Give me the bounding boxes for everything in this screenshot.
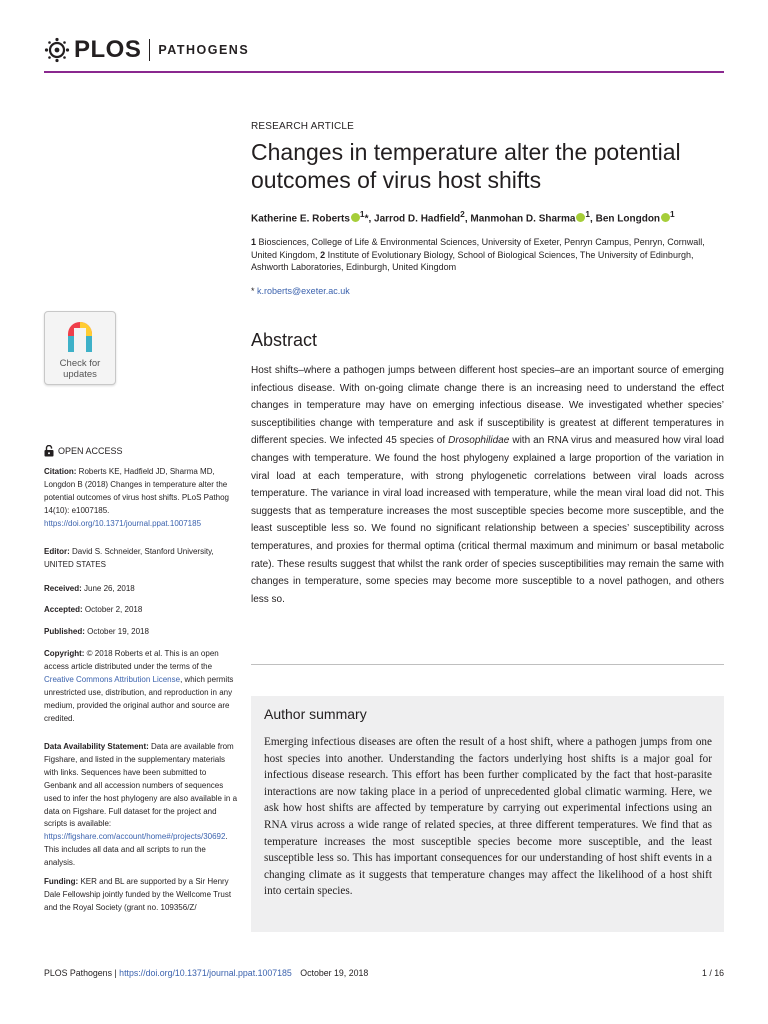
footer-date: October 19, 2018 — [300, 968, 369, 978]
citation-label: Citation: — [44, 467, 77, 476]
open-access-text: OPEN ACCESS — [58, 446, 123, 456]
orcid-icon[interactable] — [661, 213, 670, 222]
editor-label: Editor: — [44, 547, 70, 556]
author-summary-heading: Author summary — [264, 706, 367, 722]
citation-doi-link[interactable]: https://doi.org/10.1371/journal.ppat.1007185 — [44, 518, 202, 528]
check-for-updates-badge[interactable] — [44, 311, 116, 385]
copyright-text: , which permits unrestricted use, distribution, and reproduction in any medium, provided the original author and source are credited. — [44, 674, 234, 723]
corresponding-email — [251, 286, 724, 296]
author-summary-text: Emerging infectious diseases are often the result of a host shift, where a pathogen jumps from one host species into another. Understanding the factors underlying host shifts is a major goal for infectious disease research. This effort has been further complicated by the fact that host-parasite interactions are now taking place in a period of unprecedented global climatic warming. Here, we ask how host shifts are affected by temperature by carrying out experimental infections using an RNA virus across a wide range of related species, at three different temperatures. We find that as temperature increases the most susceptible species become more susceptible, and the least susceptible less so. This has important consequences for our understanding of host shift events in a changing climate as it suggests that temperature changes may affect the likelihood of a host shift into certain species. — [264, 736, 712, 898]
section-divider — [251, 664, 724, 665]
accepted-label: Accepted: — [44, 605, 83, 614]
accepted-date: October 2, 2018 — [84, 605, 143, 614]
author-name[interactable]: Jarrod D. Hadfield — [374, 213, 461, 225]
header-rule — [44, 71, 724, 73]
copyright-block — [44, 648, 238, 725]
received-date: June 26, 2018 — [84, 584, 135, 593]
author-affiliation-mark: 2 — [460, 209, 465, 219]
badge-line: updates — [63, 369, 97, 380]
page-number: 1 / 16 — [701, 968, 724, 978]
author-list: Katherine E. Roberts $^1$*, Jarrod D. Hadfield$^2$, Manmohan D. Sharma $^1$, Ben Longdon $^1$ — [251, 209, 675, 225]
author-affiliation-mark: 1 — [585, 209, 591, 219]
affiliation-text: Institute of Evolutionary Biology, School of Biological Sciences, The University of Edinburgh, Ashworth Laboratories, Edinburgh, United Kingdom — [251, 249, 694, 273]
abstract-text — [251, 362, 724, 608]
email-link[interactable]: k.roberts@exeter.ac.uk — [257, 286, 350, 296]
citation-block — [44, 466, 238, 531]
license-link[interactable]: Creative Commons Attribution License — [44, 674, 181, 684]
affiliations — [251, 236, 724, 274]
badge-line: Check for — [59, 358, 101, 369]
editor-text: David S. Schneider, Stanford University, UNITED STATES — [44, 547, 214, 569]
journal-logo[interactable] — [44, 36, 249, 64]
corresponding-mark: * — [251, 286, 255, 296]
abstract-heading: Abstract — [251, 330, 318, 350]
received-block — [44, 583, 238, 596]
data-availability-text: Data are available from Figshare, and listed in the supplementary materials with links. Sequences have been submitted to Genbank and all accession numbers of sequences used to infer the host phylogeny are also available in a data on Figshare. Full dataset for the project and scripts is available: — [44, 742, 238, 829]
published-date: October 19, 2018 — [87, 627, 149, 636]
check-for-updates-label — [45, 358, 115, 380]
accepted-block — [44, 604, 238, 617]
affiliation-text: Biosciences, College of Life & Environmental Sciences, University of Exeter, Penryn Campus, Penryn, Cornwall, United Kingdom, — [251, 237, 705, 260]
article-title: Changes in temperature alter the potential outcomes of virus host shifts — [251, 139, 681, 193]
author-summary-box — [251, 696, 724, 932]
author-name[interactable]: Katherine E. Roberts — [251, 213, 350, 225]
data-availability-text: . This includes all data and all scripts to run the analysis. — [44, 832, 228, 868]
abstract-text-part: Host shifts–where a pathogen jumps between different host species–are an important source of emerging infectious disease. With on-going climate change there is an increasing need to understand the effect changes in temperature may have on emerging infectious disease. We investigated whether species’ susceptibilities change with temperature and ask if susceptibility is greatest at different temperatures in different species. We infected 45 species of — [251, 365, 724, 447]
affiliation-number: 1 — [251, 237, 257, 247]
affiliation-number: 2 — [320, 249, 326, 260]
author-affiliation-mark: 1 — [670, 209, 675, 219]
species-name: Drosophilidae — [448, 435, 510, 447]
brand-name: PLOS — [74, 36, 142, 63]
open-access-label — [44, 445, 123, 457]
published-label: Published: — [44, 627, 85, 636]
corresponding-mark: * — [364, 213, 369, 225]
orcid-icon[interactable] — [351, 213, 360, 222]
author-name[interactable]: Ben Longdon — [595, 213, 661, 225]
published-block — [44, 626, 238, 639]
abstract-text-part: with an RNA virus and measured how viral load changes with temperature. We found the host phylogeny explained a large proportion of the variation in viral load at each temperature, with strong phylogenetic correlations between viral loads across temperature. The variance in viral load increased with temperature, while the mean viral load did not. This suggests that as temperature increases the most susceptible species become more susceptible, and the least susceptible less so. We found no significant relationship between a species’ susceptibility across temperatures, and proxies for thermal optima (critical thermal maximum and minimum or basal metabolic rate). These results suggest that whilst the rank order of species susceptibilities may remain the same with changes in temperature, some species may become more susceptible to a novel pathogen, and others less so. — [251, 435, 725, 605]
footer-journal: PLOS Pathogens | — [44, 968, 117, 978]
funding-block — [44, 876, 238, 915]
logo-divider — [149, 39, 150, 61]
editor-block — [44, 546, 238, 572]
funding-label: Funding: — [44, 877, 79, 886]
copyright-text: © 2018 Roberts et al. This is an open access article distributed under the terms of the — [44, 649, 219, 671]
journal-name: PATHOGENS — [158, 43, 250, 57]
figshare-link[interactable]: https://figshare.com/account/home#/projects/30692 — [44, 832, 226, 842]
footer-doi-link[interactable]: https://doi.org/10.1371/journal.ppat.1007185 — [119, 968, 292, 978]
data-availability-block — [44, 741, 238, 870]
received-label: Received: — [44, 584, 82, 593]
copyright-label: Copyright: — [44, 649, 85, 658]
author-name[interactable]: Manmohan D. Sharma — [470, 213, 576, 225]
data-availability-label: Data Availability Statement: — [44, 742, 149, 751]
open-lock-icon — [44, 445, 54, 457]
citation-text: Roberts KE, Hadfield JD, Sharma MD, Longdon B (2018) Changes in temperature alter the potential outcomes of virus host shifts. PLoS Pathog 14(10): e1007185. — [44, 467, 229, 515]
page-footer — [44, 968, 724, 978]
plos-logo-icon — [44, 37, 70, 63]
article-type: RESEARCH ARTICLE — [251, 121, 355, 132]
author-affiliation-mark: 1 — [359, 209, 365, 219]
funding-text: KER and BL are supported by a Sir Henry Dale Fellowship jointly funded by the Wellcome Trust and the Royal Society (grant no. 109356/Z/ — [44, 877, 232, 912]
crossmark-icon — [65, 319, 95, 355]
